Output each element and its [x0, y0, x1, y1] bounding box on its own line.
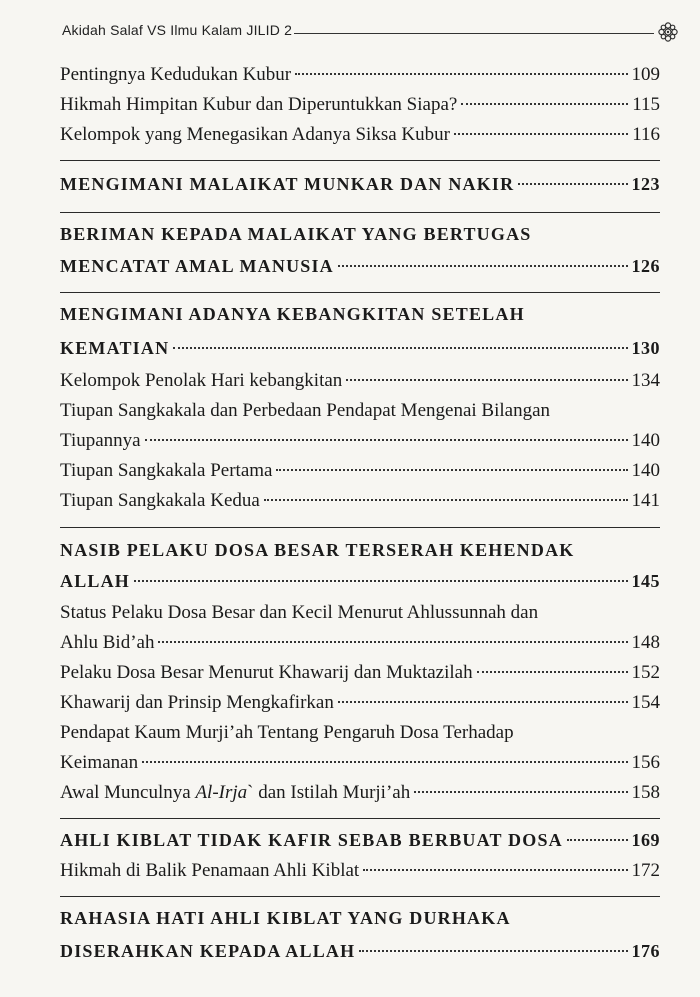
dot-leader: [338, 265, 628, 267]
toc-entry: [60, 860, 660, 882]
toc-entry: [60, 460, 660, 482]
entry-title: Hikmah di Balik Penamaan Ahli Kiblat: [60, 860, 360, 881]
page-number: 109: [631, 64, 660, 85]
dot-leader: [264, 499, 628, 501]
page-number: 140: [631, 460, 660, 481]
entry-title: Tiupannya: [60, 430, 141, 451]
page-number: 123: [631, 174, 660, 194]
dot-leader: [414, 791, 627, 793]
dot-leader: [461, 103, 628, 105]
entry-title: Khawarij dan Prinsip Mengkafirkan: [60, 692, 334, 713]
section-divider: [60, 212, 660, 213]
page-number: 156: [631, 752, 660, 773]
page-number: 115: [632, 94, 660, 115]
chapter-title-line: NASIB PELAKU DOSA BESAR TERSERAH KEHENDAK: [60, 540, 575, 560]
header-rule: [294, 33, 654, 34]
chapter-title: ALLAH: [60, 571, 131, 591]
page-number: 152: [631, 662, 660, 683]
dot-leader: [518, 183, 627, 185]
page-number: 130: [631, 338, 660, 358]
chapter-title-line: BERIMAN KEPADA MALAIKAT YANG BERTUGAS: [60, 224, 532, 244]
entry-title: Keimanan: [60, 752, 139, 773]
chapter-title: AHLI KIBLAT TIDAK KAFIR SEBAB BERBUAT DOSA: [60, 830, 563, 850]
entry-title: [60, 782, 410, 804]
section-divider: [60, 160, 660, 161]
entry-title-italic: Al-Irja: [195, 782, 248, 803]
entry-title-line: Pendapat Kaum Murji’ah Tentang Pengaruh Dosa Terhadap: [60, 722, 514, 743]
dot-leader: [276, 469, 627, 471]
chapter-title: MENCATAT AMAL MANUSIA: [60, 256, 334, 276]
entry-title: Kelompok Penolak Hari kebangkitan: [60, 370, 343, 391]
toc-chapter-entry: [60, 830, 660, 851]
running-title: Akidah Salaf VS Ilmu Kalam JILID 2: [62, 22, 293, 38]
chapter-title: KEMATIAN: [60, 338, 170, 358]
dot-leader: [142, 761, 627, 763]
page-number: 126: [631, 256, 660, 276]
dot-leader: [338, 701, 628, 703]
section-divider: [60, 292, 660, 293]
entry-title-suffix: ` dan Istilah Murji’ah: [247, 782, 411, 803]
page-number: 176: [631, 941, 660, 961]
dot-leader: [454, 133, 628, 135]
toc-entry: [60, 370, 660, 392]
chapter-title: MENGIMANI MALAIKAT MUNKAR DAN NAKIR: [60, 174, 515, 194]
chapter-title-line: RAHASIA HATI AHLI KIBLAT YANG DURHAKA: [60, 908, 511, 928]
entry-title: Tiupan Sangkakala Kedua: [60, 490, 260, 511]
toc-entry: [60, 692, 660, 714]
entry-title-prefix: Awal Munculnya: [60, 782, 196, 803]
page-number: 172: [631, 860, 660, 881]
dot-leader: [359, 950, 627, 952]
dot-leader: [295, 73, 627, 75]
flower-ornament-icon: [657, 21, 679, 43]
toc-entry: [60, 490, 660, 512]
toc-entry: [60, 124, 660, 146]
dot-leader: [145, 439, 628, 441]
toc-entry: [60, 632, 660, 654]
entry-title: Ahlu Bid’ah: [60, 632, 155, 653]
entry-title: Pelaku Dosa Besar Menurut Khawarij dan Muktazilah: [60, 662, 473, 683]
dot-leader: [158, 641, 627, 643]
section-divider: [60, 818, 660, 819]
entry-title: Pentingnya Kedudukan Kubur: [60, 64, 292, 85]
toc-entry: [60, 782, 660, 804]
toc-entry: [60, 430, 660, 452]
page-number: 154: [631, 692, 660, 713]
toc-entry: [60, 94, 660, 116]
page-number: 148: [631, 632, 660, 653]
page-number: 116: [632, 124, 660, 145]
chapter-title: DISERAHKAN KEPADA ALLAH: [60, 941, 356, 961]
page-number: 134: [631, 370, 660, 391]
entry-title: Kelompok yang Menegasikan Adanya Siksa Kubur: [60, 124, 450, 145]
entry-title: Hikmah Himpitan Kubur dan Diperuntukkan Siapa?: [60, 94, 458, 115]
chapter-title-line: MENGIMANI ADANYA KEBANGKITAN SETELAH: [60, 304, 525, 324]
toc-chapter-entry: [60, 256, 660, 277]
toc-chapter-entry: [60, 941, 660, 962]
dot-leader: [346, 379, 627, 381]
dot-leader: [173, 347, 627, 349]
entry-title: Tiupan Sangkakala Pertama: [60, 460, 273, 481]
page-number: 145: [631, 571, 660, 591]
dot-leader: [363, 869, 627, 871]
toc-chapter-entry: [60, 338, 660, 359]
entry-title-line: Status Pelaku Dosa Besar dan Kecil Menurut Ahlussunnah dan: [60, 602, 539, 623]
toc-chapter-entry: [60, 174, 660, 195]
page-number: 158: [631, 782, 660, 803]
toc-entry: [60, 64, 660, 86]
toc-chapter-entry: [60, 571, 660, 592]
dot-leader: [134, 580, 627, 582]
section-divider: [60, 527, 660, 528]
toc-entry: [60, 662, 660, 684]
toc-entry: [60, 752, 660, 774]
page-number: 140: [631, 430, 660, 451]
running-header: [62, 20, 682, 48]
page-number: 169: [631, 830, 660, 850]
entry-title-line: Tiupan Sangkakala dan Perbedaan Pendapat Mengenai Bilangan: [60, 400, 551, 421]
page-number: 141: [631, 490, 660, 511]
section-divider: [60, 896, 660, 897]
dot-leader: [567, 839, 628, 841]
dot-leader: [477, 671, 628, 673]
